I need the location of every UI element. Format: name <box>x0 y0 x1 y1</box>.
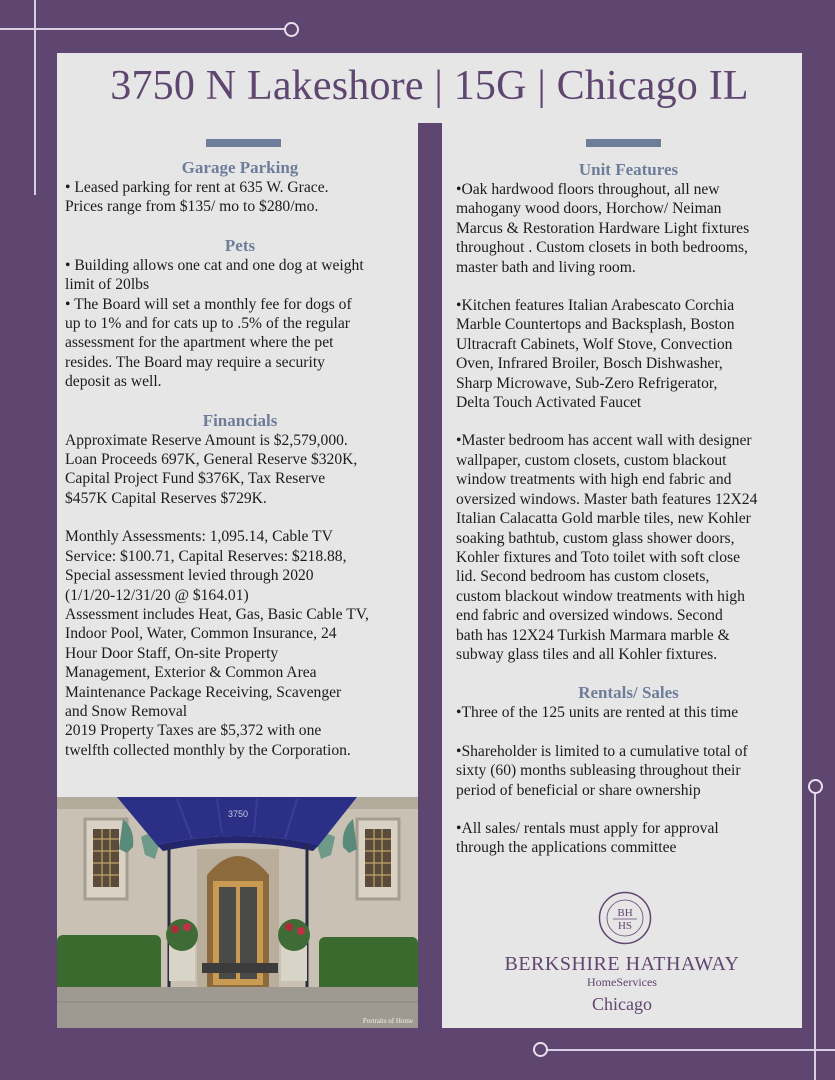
text-line: oversized windows. Master bath features 12X24 <box>456 490 758 508</box>
text-line: subway glass tiles and all Kohler fixtures. <box>456 645 718 663</box>
text-line: Hour Door Staff, On-site Property <box>65 644 279 662</box>
text-line: Assessment includes Heat, Gas, Basic Cable TV, <box>65 605 369 623</box>
financials-heading: Financials <box>202 410 278 430</box>
rentals-heading: Rentals/ Sales <box>578 683 679 703</box>
text-line: • Leased parking for rent at 635 W. Grace. <box>65 179 329 196</box>
text-line: Oven, Infrared Broiler, Bosch Dishwasher, <box>456 355 723 373</box>
building-entrance-illustration <box>57 797 418 1028</box>
text-line: Monthly Assessments: 1,095.14, Cable TV <box>65 528 333 546</box>
text-line: mahogany wood doors, Horchow/ Neiman <box>456 200 722 218</box>
text-line: •Shareholder is limited to a cumulative total of <box>456 742 748 760</box>
seal-top-text: BH <box>617 907 633 919</box>
frame-line-right-vertical <box>814 792 816 1080</box>
frame-line-top-horizontal <box>0 28 288 30</box>
text-line: custom blackout window treatments with high <box>456 587 745 605</box>
text-line: and Snow Removal <box>65 702 188 720</box>
text-line: •Three of the 125 units are rented at this time <box>456 704 739 722</box>
text-line: assessment for the apartment where the pet <box>65 334 334 352</box>
text-line: master bath and living room. <box>456 258 636 276</box>
left-column <box>65 158 415 760</box>
page-title: 3750 N Lakeshore | 15G | Chicago IL <box>110 63 749 109</box>
frame-dot-bottom <box>533 1042 548 1057</box>
text-line: Management, Exterior & Common Area <box>65 664 317 682</box>
text-line: (1/1/20-12/31/20 @ $164.01) <box>65 586 249 604</box>
garage-heading: Garage Parking <box>181 158 299 177</box>
text-line: Sharp Microwave, Sub-Zero Refrigerator, <box>456 374 718 392</box>
text-line: Loan Proceeds 697K, General Reserve $320K, <box>65 451 358 469</box>
text-line: throughout . Custom closets in both bedrooms, <box>456 239 748 257</box>
brand-subtitle: HomeServices <box>587 975 657 989</box>
text-line: deposit as well. <box>65 373 162 391</box>
right-divider-bar <box>586 139 661 147</box>
pets-heading: Pets <box>224 235 256 255</box>
text-line: resides. The Board may require a security <box>65 353 325 371</box>
right-column <box>456 160 801 858</box>
text-line: period of beneficial or share ownership <box>456 781 701 799</box>
text-line: bath has 12X24 Turkish Marmara marble & <box>456 626 730 644</box>
text-line: $457K Capital Reserves $729K. <box>65 489 267 507</box>
text-line: •Kitchen features Italian Arabescato Corchia <box>456 297 735 315</box>
unit-features-heading: Unit Features <box>578 160 679 179</box>
text-line: Kohler fixtures and Toto toilet with soft close <box>456 548 741 566</box>
text-line: Service: $100.71, Capital Reserves: $218.88, <box>65 547 347 565</box>
text-line: limit of 20lbs <box>65 276 150 294</box>
awning-number: 3750 <box>227 809 249 819</box>
text-line: • Building allows one cat and one dog at weight <box>65 256 364 274</box>
text-line: • The Board will set a monthly fee for dogs of <box>65 295 352 313</box>
frame-dot-right <box>808 779 823 794</box>
text-line: Prices range from $135/ mo to $280/mo. <box>65 198 319 216</box>
text-line: up to 1% and for cats up to .5% of the regular <box>65 315 350 333</box>
text-line: •Master bedroom has accent wall with designer <box>456 432 752 450</box>
text-line: through the applications committee <box>456 839 677 857</box>
text-line: soaking bathtub, custom glass shower doors, <box>456 529 735 547</box>
seal-bottom-text: HS <box>617 920 633 932</box>
building-entrance-photo <box>57 797 418 1028</box>
text-line: end fabric and oversized windows. Second <box>456 607 723 625</box>
text-line: •Oak hardwood floors throughout, all new <box>456 181 720 198</box>
photo-credit: Portraits of Home <box>362 1017 413 1025</box>
text-line: Indoor Pool, Water, Common Insurance, 24 <box>65 625 337 643</box>
text-line: sixty (60) months subleasing throughout their <box>456 762 741 780</box>
text-line: •All sales/ rentals must apply for approval <box>456 819 719 837</box>
text-line: Maintenance Package Receiving, Scavenger <box>65 683 342 701</box>
text-line: lid. Second bedroom has custom closets, <box>456 568 710 586</box>
text-line: Delta Touch Activated Faucet <box>456 394 642 412</box>
text-line: wallpaper, custom closets, custom blackout <box>456 451 727 469</box>
text-line: Capital Project Fund $376K, Tax Reserve <box>65 470 326 488</box>
text-line: 2019 Property Taxes are $5,372 with one <box>65 722 322 740</box>
text-line: Approximate Reserve Amount is $2,579,000. <box>65 431 348 449</box>
text-line: Italian Calacatta Gold marble tiles, new Kohler <box>456 510 751 528</box>
text-line: Ultracraft Cabinets, Wolf Stove, Convection <box>456 335 733 353</box>
text-line: Marcus & Restoration Hardware Light fixtures <box>456 219 750 237</box>
brand-city: Chicago <box>592 994 652 1014</box>
bhhs-seal-icon <box>598 891 652 945</box>
frame-dot-top <box>284 22 299 37</box>
text-line: window treatments with high end fabric and <box>456 471 732 489</box>
text-line: twelfth collected monthly by the Corporation. <box>65 741 351 759</box>
left-divider-bar <box>206 139 281 147</box>
brand-name: BERKSHIRE HATHAWAY <box>504 953 740 975</box>
text-line: Marble Countertops and Backsplash, Boston <box>456 316 735 334</box>
frame-line-bottom-horizontal <box>546 1049 835 1051</box>
text-line: Special assessment levied through 2020 <box>65 567 314 585</box>
